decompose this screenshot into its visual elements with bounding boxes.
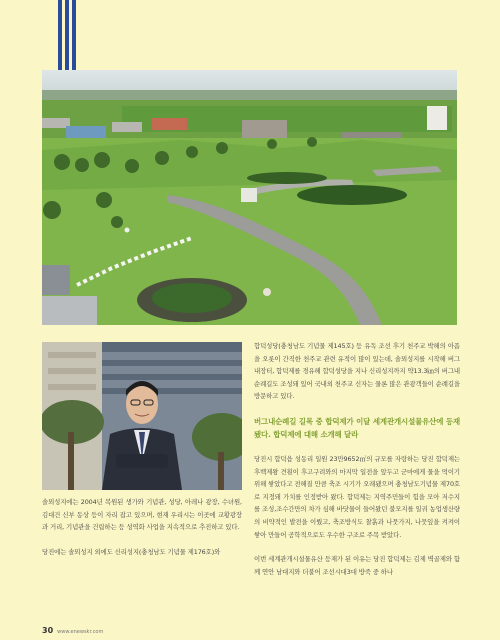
right-paragraph-3: 이번 세계관개시설물유산 등재가 된 이유는 당진 합덕제는 김제 벽골제와 함께 연안 남대지와 더불어 조선시대3대 방죽 중 하나	[254, 555, 460, 576]
interview-question-heading: 버그내순례길 길목 중 합덕제가 이달 세계관개시설물유산에 등재됐다. 합덕제에 대해 소개해 달라	[254, 416, 460, 439]
right-column	[254, 340, 460, 590]
footer-site: www.enewskr.com	[57, 629, 104, 635]
stripe	[72, 0, 76, 70]
decorative-stripes	[58, 0, 76, 70]
left-column	[42, 496, 242, 570]
interview-portrait-photo	[42, 342, 242, 490]
left-paragraph-1: 솔뫼성지에는 2004년 복원된 생가와 기념관, 성당, 아레나 광장, 수녀원, 김대건 신부 동상 등이 자리 잡고 있으며, 현재 우리시는 이곳에 교황광장과 거리, 기념관을 건립하는 등 성역화 사업을 지속적으로 추진하고 있다.	[42, 498, 242, 532]
page-number: 30	[42, 626, 54, 635]
stripe	[58, 0, 62, 70]
page-footer	[42, 626, 103, 635]
aerial-park-illustration	[42, 70, 457, 325]
left-paragraph-2: 당진에는 솔뫼성지 외에도 신리성지(충청남도 기념물 제176호)와	[42, 547, 221, 556]
aerial-park-photo	[42, 70, 457, 325]
stripe	[65, 0, 69, 70]
right-paragraph-2: 당진시 합덕읍 성동리 일원 23만9652㎡의 규모를 자랑하는 당진 합덕제는 후백제왕 견훤이 후고구려와의 마지막 일전을 앞두고 군마에게 물을 먹이기 위해 쌓았다고 전해질 만큼 축조 시기가 오래됐으며 충청남도기념물 제70호로 지정돼 가치를 인정받아 왔다. 합덕제는 지역주민들이 힘을 모아 저수지를 조성,조수간만의 차가 심해 바닷물이 들어왔던 불모지를 일궈 농업생산량의 비약적인 발전을 이뤘고, 축조방식도 찰흙과 나뭇가지, 나뭇잎을 켜켜이 쌓아 만들어 공학적으로도 우수한 구조로 주목 받았다.	[254, 454, 460, 539]
right-paragraph-1: 합덕성당(충청남도 기념물 제145호) 등 유독 조선 후기 천주교 박해의 아픔을 오롯이 간직한 천주교 관련 유적이 많이 있는데, 솔뫼성지를 시작해 버그내장터, 합덕제를 경유해 합덕성당을 지나 신리성지까지 약13.3㎞의 버그내순례길도 조성돼 있어 국내외 천주교 신자는 물론 많은 관광객들이 순례길을 방문하고 있다.	[254, 342, 460, 401]
portrait-illustration	[42, 342, 242, 490]
